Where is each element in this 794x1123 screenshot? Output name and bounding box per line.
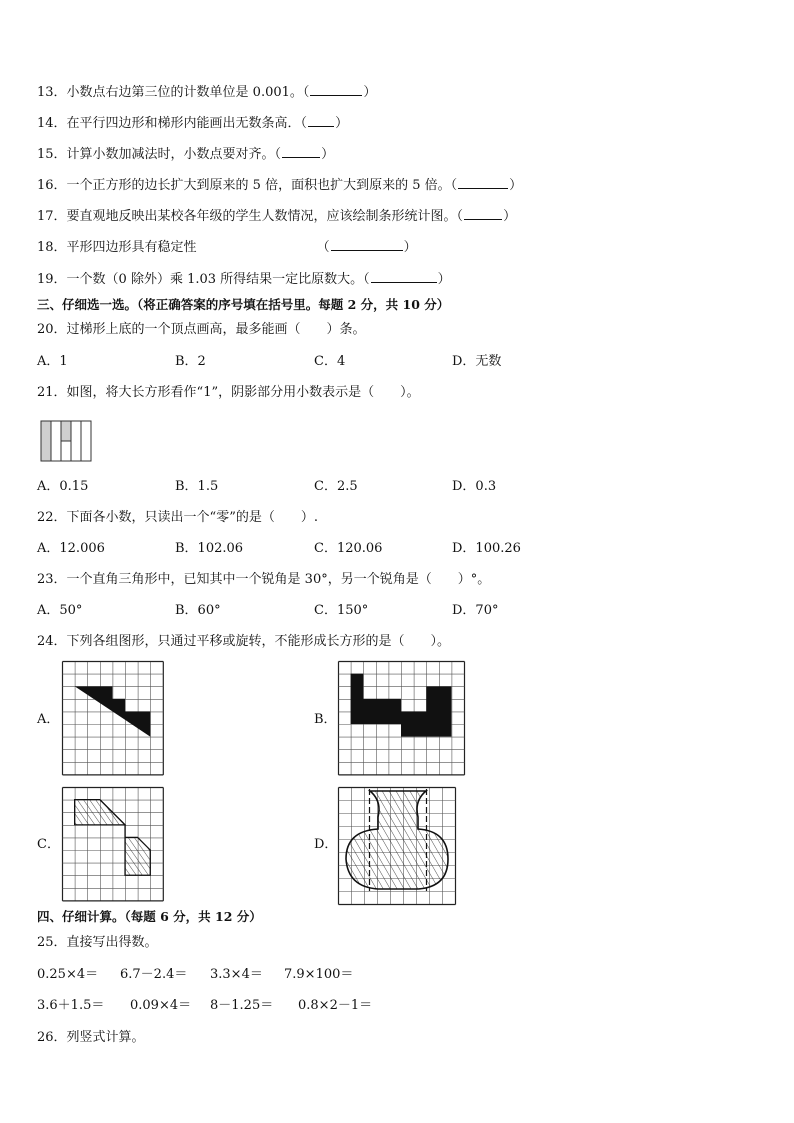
question-text: 一个正方形的边长扩大到原来的 5 倍，面积也扩大到原来的 5 倍。（ — [66, 178, 458, 193]
question-number: 13． — [37, 85, 67, 100]
black-l-shape-left — [351, 674, 401, 724]
question-23-stem: 23．一个直角三角形中，已知其中一个锐角是 30°，另一个锐角是（ ）°。 — [37, 572, 491, 587]
question-20-stem: 20．过梯形上底的一个顶点画高，最多能画（ ）条。 — [37, 322, 366, 337]
option-d[interactable]: D．0.3 — [452, 479, 497, 494]
calc-item: 7.9×100＝ — [284, 967, 354, 982]
figure-label-c[interactable]: C． — [37, 837, 60, 852]
question-15: 15．计算小数加减法时，小数点要对齐。（ ） — [37, 147, 335, 162]
question-25-stem: 25．直接写出得数。 — [37, 935, 158, 950]
option-b[interactable]: B．102.06 — [175, 541, 244, 556]
question-24-stem: 24．下列各组图形，只通过平移或旋转，不能形成长方形的是（ ）。 — [37, 634, 451, 649]
question-text: 平形四边形具有稳定性 — [66, 240, 197, 255]
question-number: 18． — [37, 240, 67, 255]
option-c[interactable]: C．150° — [314, 603, 369, 618]
answer-blank[interactable] — [331, 238, 403, 251]
option-a[interactable]: A．0.15 — [37, 479, 89, 494]
answer-blank[interactable] — [308, 114, 334, 127]
question-19: 19．一个数（0 除外）乘 1.03 所得结果一定比原数大。（ ） — [37, 272, 451, 287]
vase-shape — [346, 791, 448, 889]
question-21-stem: 21．如图，将大长方形看作“1”，阴影部分用小数表示是（ ）。 — [37, 385, 420, 400]
grid-figure-c[interactable] — [62, 787, 168, 903]
calc-item: 6.7－2.4＝ — [120, 967, 188, 982]
option-b[interactable]: B．1.5 — [175, 479, 219, 494]
option-a[interactable]: A．50° — [37, 603, 83, 618]
decimal-rectangle-figure — [40, 420, 92, 462]
question-22-stem: 22．下面各小数，只读出一个“零”的是（ ）. — [37, 510, 318, 525]
calc-item: 3.3×4＝ — [210, 967, 263, 982]
black-l-shape-right — [401, 686, 451, 736]
black-triangles-shape — [75, 686, 151, 736]
option-b[interactable]: B．60° — [175, 603, 221, 618]
section-3-heading: 三、仔细选一选。（将正确答案的序号填在括号里。每题 2 分，共 10 分） — [37, 297, 450, 312]
option-c[interactable]: C．4 — [314, 354, 346, 369]
question-16: 16．一个正方形的边长扩大到原来的 5 倍，面积也扩大到原来的 5 倍。（ ） — [37, 178, 523, 193]
option-d[interactable]: D．无数 — [452, 354, 502, 369]
grid-figure-a[interactable] — [62, 661, 168, 777]
option-a[interactable]: A．1 — [37, 354, 68, 369]
figure-label-a[interactable]: A． — [37, 712, 60, 727]
calc-item: 8－1.25＝ — [210, 998, 274, 1013]
question-number: 14． — [37, 116, 67, 131]
grid-figure-d[interactable] — [338, 787, 458, 903]
question-26-stem: 26．列竖式计算。 — [37, 1030, 145, 1045]
option-d[interactable]: D．100.26 — [452, 541, 521, 556]
hatched-shape-lower — [125, 825, 150, 875]
question-text: 计算小数加减法时，小数点要对齐。（ — [66, 147, 282, 162]
section-4-heading: 四、仔细计算。（每题 6 分，共 12 分） — [37, 909, 262, 924]
question-number: 19． — [37, 272, 67, 287]
question-text: 一个数（0 除外）乘 1.03 所得结果一定比原数大。（ — [66, 272, 370, 287]
answer-blank[interactable] — [310, 83, 362, 96]
option-a[interactable]: A．12.006 — [37, 541, 105, 556]
question-number: 15． — [37, 147, 67, 162]
hatched-shape-upper — [75, 800, 125, 825]
figure-label-d[interactable]: D． — [314, 837, 338, 852]
option-b[interactable]: B．2 — [175, 354, 206, 369]
calc-item: 0.8×2－1＝ — [298, 998, 373, 1013]
question-17: 17．要直观地反映出某校各年级的学生人数情况，应该绘制条形统计图。（ ） — [37, 209, 517, 224]
option-d[interactable]: D．70° — [452, 603, 499, 618]
answer-blank[interactable] — [458, 176, 508, 189]
question-14: 14．在平行四边形和梯形内能画出无数条高．（ ） — [37, 116, 349, 131]
calc-item: 0.09×4＝ — [130, 998, 192, 1013]
calc-item: 0.25×4＝ — [37, 967, 99, 982]
question-number: 17． — [37, 209, 67, 224]
question-13: 13．小数点右边第三位的计数单位是 0.001。（ ） — [37, 85, 377, 100]
question-text: 要直观地反映出某校各年级的学生人数情况，应该绘制条形统计图。（ — [66, 209, 464, 224]
question-text: 在平行四边形和梯形内能画出无数条高．（ — [66, 116, 308, 131]
option-c[interactable]: C．120.06 — [314, 541, 383, 556]
answer-blank[interactable] — [371, 270, 437, 283]
answer-blank[interactable] — [464, 207, 502, 220]
answer-blank[interactable] — [282, 145, 320, 158]
grid-figure-b[interactable] — [338, 661, 468, 777]
question-text: 小数点右边第三位的计数单位是 0.001。（ — [66, 85, 310, 100]
question-18: 18．平形四边形具有稳定性 （ ） — [37, 240, 417, 255]
question-number: 16． — [37, 178, 67, 193]
option-c[interactable]: C．2.5 — [314, 479, 358, 494]
calc-item: 3.6＋1.5＝ — [37, 998, 105, 1013]
shaded-column — [41, 421, 51, 461]
shaded-half-column — [61, 421, 71, 441]
figure-label-b[interactable]: B． — [314, 712, 337, 727]
